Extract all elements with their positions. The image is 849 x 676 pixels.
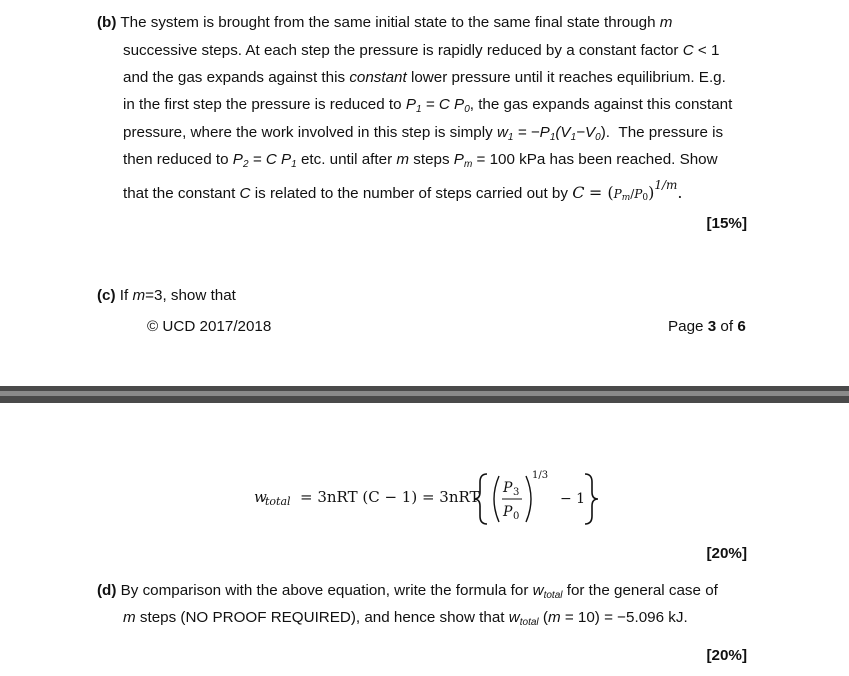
page-number-footer: Page 3 of 6 — [668, 318, 746, 335]
formula-C: $C = (Pm/P0)^{1/m}$. — [572, 178, 683, 203]
copyright-footer: © UCD 2017/2018 — [147, 318, 272, 335]
part-d-marks: [20%] — [706, 647, 747, 664]
part-b-line-2: successive steps. At each step the pressure is rapidly reduced by a constant factor C < 1 — [123, 42, 720, 59]
left-paren — [494, 476, 499, 522]
right-paren — [526, 476, 531, 522]
part-d-line-2: m steps (NO PROOF REQUIRED), and hence show that $w_{total}$ (m = 10) = −5.096 kJ. — [123, 609, 688, 628]
equation-svg — [254, 462, 614, 532]
part-c-line: (c) If m=3, show that — [97, 287, 236, 304]
part-d-line-1: (d) By comparison with the above equation, write the formula for $w_{total}$ for the general case of — [97, 582, 718, 601]
part-b-line-4: in the first step the pressure is reduced to $P_1 = C$ $P_0$, the gas expands against this constant — [123, 96, 733, 115]
frac-denominator: P — [503, 504, 513, 520]
frac-numerator-sub: 3 — [513, 487, 520, 498]
eq-lhs-sub: total — [265, 495, 291, 508]
part-b-line-6: then reduced to $P_2 = C$ $P_1$ etc. until after m steps $P_m = 100$ kPa has been reached. Show — [123, 151, 718, 170]
eq-middle: = 3nRT (C − 1) = 3nRT — [300, 488, 480, 506]
frac-numerator: P — [503, 480, 513, 496]
eq-lhs-w: w — [254, 488, 267, 506]
frac-denominator-sub: 0 — [513, 511, 520, 522]
left-brace — [474, 474, 487, 524]
part-b-line-7: that the constant C is related to the number of steps carried out by $C = (Pm/P0)^{1/m}$. — [123, 178, 683, 203]
w-total-equation — [254, 462, 614, 532]
right-brace — [585, 474, 598, 524]
part-b-line-3: and the gas expands against this constant lower pressure until it reaches equilibrium. E.g. — [123, 69, 726, 86]
minus-one: − 1 — [560, 491, 586, 507]
part-b-label: (b) — [97, 14, 117, 31]
part-b-line-1: (b) The system is brought from the same initial state to the same final state through m — [97, 14, 673, 31]
part-d-label: (d) — [97, 582, 117, 599]
part-c-marks: [20%] — [706, 545, 747, 562]
part-b-line-5: pressure, where the work involved in this step is simply $w_1 = -P_1(V_1-V_0)$. The pressure is — [123, 124, 724, 143]
part-c-label: (c) — [97, 287, 116, 304]
page-break-highlight — [0, 391, 849, 396]
part-b-marks: [15%] — [706, 215, 747, 232]
exponent: 1/3 — [532, 470, 549, 481]
